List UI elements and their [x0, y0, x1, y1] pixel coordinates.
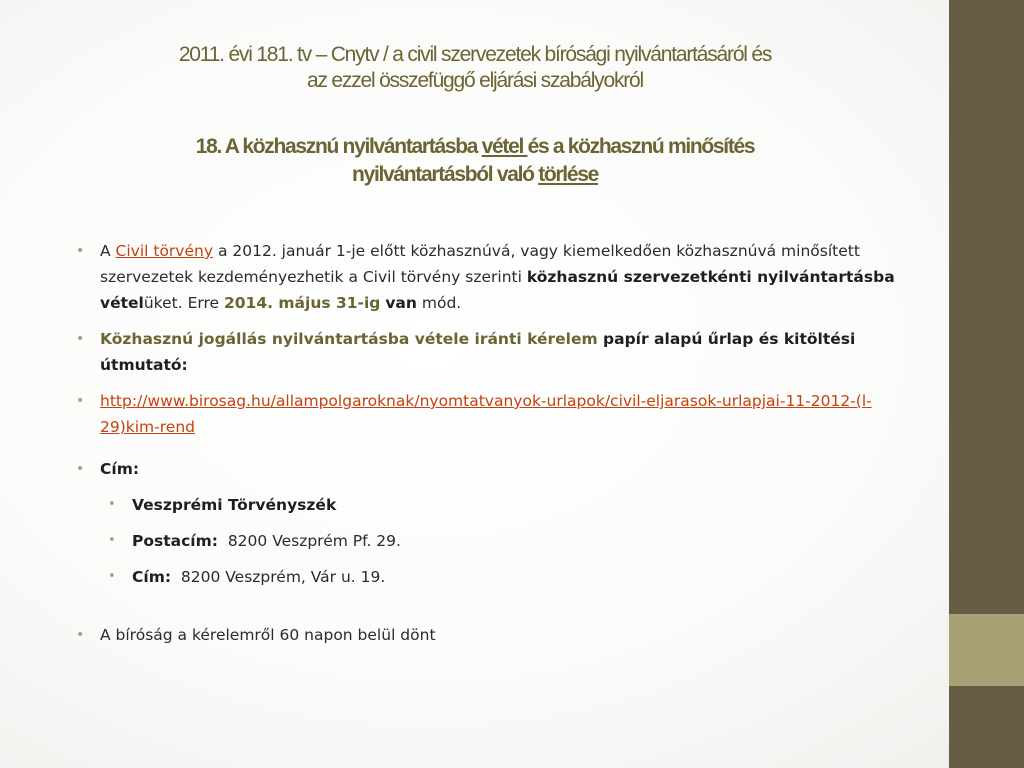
- subtitle-line-2: [60, 161, 890, 189]
- bullet-dot: •: [76, 461, 85, 477]
- postacim-value: 8200 Veszprém Pf. 29.: [217, 532, 401, 550]
- sub-bullet-cim: [76, 564, 906, 590]
- bullet-bold-text: van: [385, 294, 417, 312]
- sub-bullet-dot: •: [108, 533, 116, 548]
- subtitle-text: nyilvántartásból való: [352, 163, 539, 186]
- sub-bullet-torvenyszek: [76, 492, 906, 518]
- slide-title: [60, 42, 890, 94]
- bullet-civil-torveny: [76, 238, 906, 316]
- cim-label: Cím:: [100, 460, 140, 478]
- bullet-text: üket. Erre: [143, 294, 224, 312]
- bullet-dot: •: [76, 243, 85, 259]
- subtitle-line-1: [60, 133, 890, 161]
- subtitle-text: és a közhasznú minősítés: [527, 135, 755, 158]
- urlap-label: papír alapú űrlap és kitöltési útmutató:: [100, 330, 856, 374]
- postacim-label: Postacím:: [132, 532, 218, 550]
- bullet-dontes: [76, 622, 906, 648]
- title-line-1: 2011. évi 181. tv – Cnytv / a civil szervezetek bírósági nyilvántartásáról és: [178, 43, 772, 66]
- bullet-text: mód.: [416, 294, 462, 312]
- sub-bullet-postacim: [76, 528, 906, 554]
- civil-torveny-link[interactable]: Civil törvény: [115, 242, 214, 260]
- cim-sub-label: Cím:: [132, 568, 172, 586]
- subtitle-underlined-vetel: vétel: [481, 135, 528, 158]
- subtitle-text: 18. A közhasznú nyilvántartásba: [195, 135, 482, 158]
- sub-bullet-dot: •: [108, 569, 116, 584]
- kerelem-label: Közhasznú jogállás nyilvántartásba vétele iránti kérelem: [100, 330, 598, 348]
- slide-content: [76, 238, 906, 648]
- bullet-bold-text: közhasznú szervezetkénti nyilvántartásba vétel: [100, 268, 895, 312]
- bullet-dot: •: [76, 393, 85, 409]
- torvenyszek-name: Veszprémi Törvényszék: [132, 496, 337, 514]
- bullet-text: a 2012. január 1-je előtt közhasznúvá, vagy kiemelkedően közhasznúvá minősített szervezetek kezdeményezhetik a Civil törvény szerinti: [100, 242, 860, 286]
- bullet-kerelem: [76, 326, 906, 378]
- cim-value: 8200 Veszprém, Vár u. 19.: [171, 568, 386, 586]
- birosag-url-link[interactable]: http://www.birosag.hu/allampolgaroknak/nyomtatvanyok-urlapok/civil-eljarasok-urlapjai-11-2012-(l-29)kim-rend: [100, 392, 872, 436]
- sidebar-accent-block: [949, 614, 1024, 686]
- slide-subtitle: [60, 133, 890, 189]
- title-line-2: az ezzel összefüggő eljárási szabályokról: [307, 69, 643, 92]
- bullet-url: [76, 388, 906, 440]
- deadline-date: 2014. május 31-ig: [223, 294, 381, 312]
- bullet-text: A: [100, 242, 116, 260]
- bullet-dot: •: [76, 627, 85, 643]
- bullet-cim: [76, 456, 906, 482]
- sub-bullet-dot: •: [108, 497, 116, 512]
- dontes-text: A bíróság a kérelemről 60 napon belül dönt: [100, 626, 436, 644]
- subtitle-underlined-torlese: törlése: [538, 163, 598, 186]
- bullet-dot: •: [76, 331, 85, 347]
